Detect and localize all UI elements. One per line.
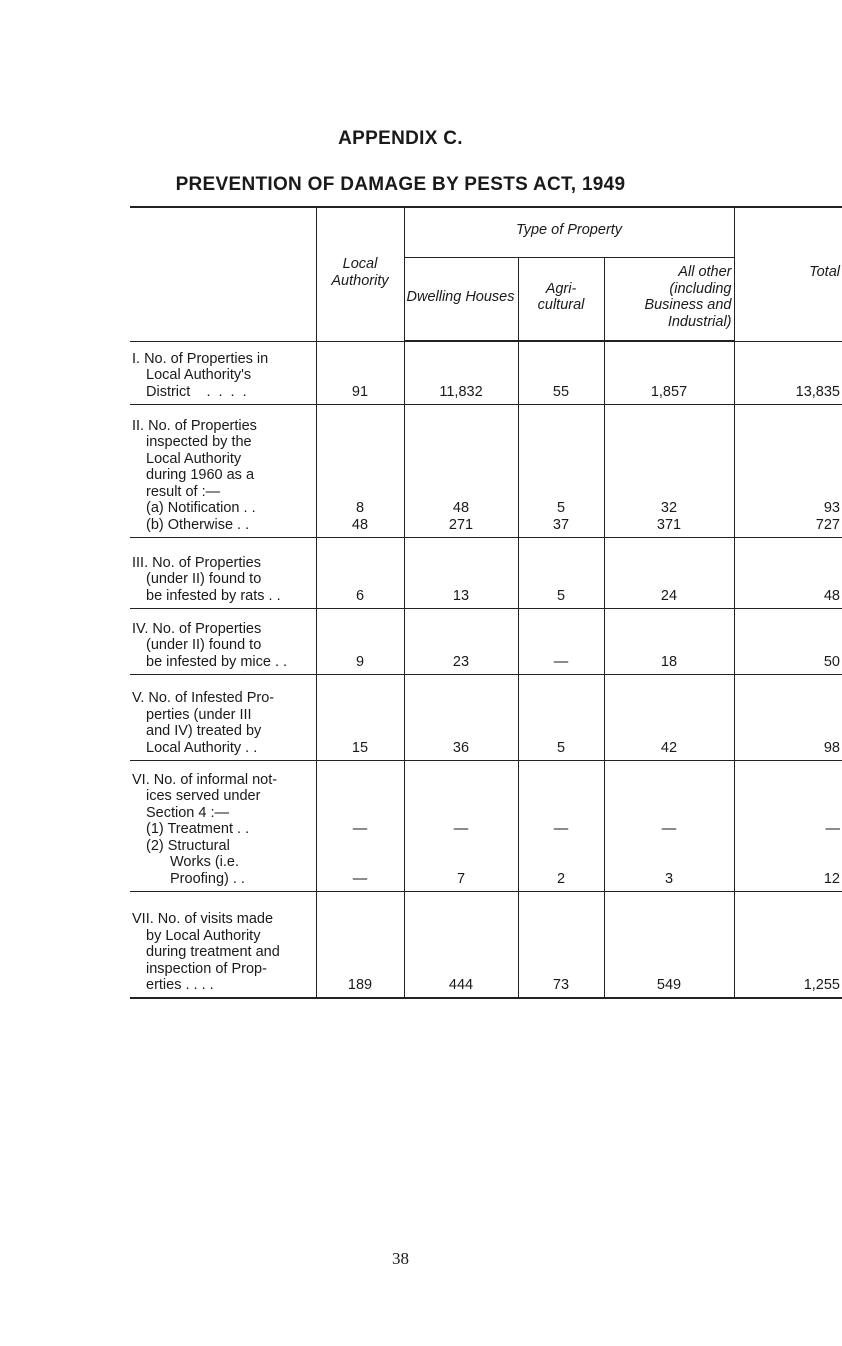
row-label-line: II. No. of Properties bbox=[132, 417, 257, 434]
value: — bbox=[352, 821, 368, 838]
cell-other: 1,857 bbox=[604, 341, 734, 404]
cell-dwelling bbox=[404, 760, 518, 891]
cell-dwelling: 13 bbox=[404, 537, 518, 608]
row-label-line: perties (under III bbox=[146, 706, 252, 723]
table-row bbox=[130, 891, 842, 998]
row-label-line: Local Authority's bbox=[146, 367, 252, 384]
header-agricultural-text: Agri- cultural bbox=[537, 280, 585, 314]
cell-other: 18 bbox=[604, 608, 734, 674]
value: 5 bbox=[556, 500, 566, 517]
row-label-line: during 1960 as a bbox=[146, 467, 255, 484]
value: 2 bbox=[556, 870, 566, 887]
cell-dwelling: 23 bbox=[404, 608, 518, 674]
row-label bbox=[130, 341, 316, 404]
cell-agricultural bbox=[518, 404, 604, 537]
row-label-line: VI. No. of informal not- bbox=[132, 771, 278, 788]
table-row bbox=[130, 404, 842, 537]
value: 48 bbox=[452, 500, 470, 517]
cell-local: 9 bbox=[316, 608, 404, 674]
header-dwelling-houses bbox=[404, 257, 518, 341]
row-label-line: VII. No. of visits made bbox=[132, 911, 274, 928]
cell-other: 549 bbox=[604, 891, 734, 998]
value: — bbox=[825, 821, 840, 838]
row-label-line: (a) Notification . . bbox=[146, 500, 256, 517]
value: — bbox=[453, 821, 469, 838]
header-local-authority bbox=[316, 207, 404, 341]
row-label-line: (2) Structural bbox=[146, 837, 230, 854]
header-all-other bbox=[604, 257, 734, 341]
value: 93 bbox=[823, 500, 840, 517]
row-label-line: Local Authority bbox=[146, 450, 242, 467]
cell-total: 98 bbox=[734, 674, 842, 760]
value: 7 bbox=[456, 870, 466, 887]
act-title: PREVENTION OF DAMAGE BY PESTS ACT, 1949 bbox=[175, 174, 626, 195]
cell-agricultural: — bbox=[518, 608, 604, 674]
header-type-of-property-text: Type of Property bbox=[515, 222, 623, 239]
cell-local: 6 bbox=[316, 537, 404, 608]
page-number: 38 bbox=[392, 1249, 409, 1268]
header-all-other-line: Industrial) bbox=[667, 313, 732, 330]
row-label-line: by Local Authority bbox=[146, 927, 261, 944]
cell-total bbox=[734, 404, 842, 537]
row-label-line: and IV) treated by bbox=[146, 723, 262, 740]
value: 271 bbox=[448, 516, 474, 533]
pests-act-table bbox=[130, 206, 842, 999]
value: 371 bbox=[656, 516, 682, 533]
row-label bbox=[130, 674, 316, 760]
cell-total: 1,255 bbox=[734, 891, 842, 998]
row-label-line: (b) Otherwise . . bbox=[146, 516, 250, 533]
header-all-other-line: (including bbox=[669, 280, 732, 297]
row-label-line: (under II) found to bbox=[146, 637, 262, 654]
row-label bbox=[130, 537, 316, 608]
row-label-line: I. No. of Properties in bbox=[132, 350, 269, 367]
cell-dwelling: 11,832 bbox=[404, 341, 518, 404]
row-label bbox=[130, 608, 316, 674]
row-label-line: Works (i.e. bbox=[170, 854, 240, 871]
cell-total bbox=[734, 760, 842, 891]
value: — bbox=[553, 821, 569, 838]
cell-other bbox=[604, 760, 734, 891]
row-label-line: during treatment and bbox=[146, 944, 280, 961]
row-label-line: V. No. of Infested Pro- bbox=[132, 690, 275, 707]
value: — bbox=[661, 821, 677, 838]
header-all-other-line: All other bbox=[678, 264, 732, 281]
cell-total: 48 bbox=[734, 537, 842, 608]
cell-agricultural bbox=[518, 760, 604, 891]
table-row bbox=[130, 760, 842, 891]
table-row bbox=[130, 608, 842, 674]
row-label-line: (1) Treatment . . bbox=[146, 821, 250, 838]
header-local-authority-text: Local Authority bbox=[331, 256, 389, 289]
appendix-title: APPENDIX C. bbox=[338, 128, 463, 149]
row-label-line: inspected by the bbox=[146, 434, 252, 451]
header-blank bbox=[130, 207, 316, 341]
cell-total: 13,835 bbox=[734, 341, 842, 404]
header-total bbox=[734, 207, 842, 341]
cell-local: 91 bbox=[316, 341, 404, 404]
row-label bbox=[130, 404, 316, 537]
value: 32 bbox=[660, 500, 678, 517]
value: 48 bbox=[351, 516, 369, 533]
table-row bbox=[130, 674, 842, 760]
cell-local: 189 bbox=[316, 891, 404, 998]
cell-local bbox=[316, 404, 404, 537]
header-dwelling-text: Dwelling Houses bbox=[406, 288, 515, 305]
header-agricultural bbox=[518, 257, 604, 341]
value: 727 bbox=[815, 516, 840, 533]
row-label-line: be infested by mice . . bbox=[146, 653, 288, 670]
row-label-line: be infested by rats . . bbox=[146, 587, 281, 604]
cell-dwelling bbox=[404, 404, 518, 537]
row-label bbox=[130, 891, 316, 998]
value: 8 bbox=[355, 500, 365, 517]
value: 37 bbox=[552, 516, 570, 533]
row-label-line: IV. No. of Properties bbox=[132, 620, 262, 637]
cell-other bbox=[604, 404, 734, 537]
cell-agricultural: 55 bbox=[518, 341, 604, 404]
cell-local: 15 bbox=[316, 674, 404, 760]
cell-agricultural: 5 bbox=[518, 674, 604, 760]
cell-dwelling: 444 bbox=[404, 891, 518, 998]
header-type-of-property bbox=[404, 207, 734, 257]
table-row bbox=[130, 537, 842, 608]
row-label-line: Proofing) . . bbox=[170, 870, 245, 887]
row-label-line: III. No. of Properties bbox=[132, 554, 261, 571]
cell-agricultural: 5 bbox=[518, 537, 604, 608]
cell-agricultural: 73 bbox=[518, 891, 604, 998]
header-total-text: Total bbox=[809, 264, 840, 281]
value: 3 bbox=[664, 870, 674, 887]
row-label-line: result of :— bbox=[146, 483, 221, 500]
cell-total: 50 bbox=[734, 608, 842, 674]
header-all-other-line: Business and bbox=[644, 297, 732, 314]
table-row bbox=[130, 341, 842, 404]
row-label-line: erties . . . . bbox=[146, 977, 214, 994]
row-label-line: Local Authority . . bbox=[146, 739, 258, 756]
value: — bbox=[352, 870, 368, 887]
row-label bbox=[130, 760, 316, 891]
row-label-line: District bbox=[146, 383, 191, 400]
row-label-line: ices served under bbox=[146, 788, 261, 805]
row-label-line: Section 4 :— bbox=[146, 804, 230, 821]
cell-other: 42 bbox=[604, 674, 734, 760]
value: 12 bbox=[823, 870, 840, 887]
cell-local bbox=[316, 760, 404, 891]
cell-dwelling: 36 bbox=[404, 674, 518, 760]
row-label-line: inspection of Prop- bbox=[146, 960, 267, 977]
cell-other: 24 bbox=[604, 537, 734, 608]
row-label-line: (under II) found to bbox=[146, 571, 262, 588]
leader-dots: . . . . bbox=[206, 383, 249, 400]
